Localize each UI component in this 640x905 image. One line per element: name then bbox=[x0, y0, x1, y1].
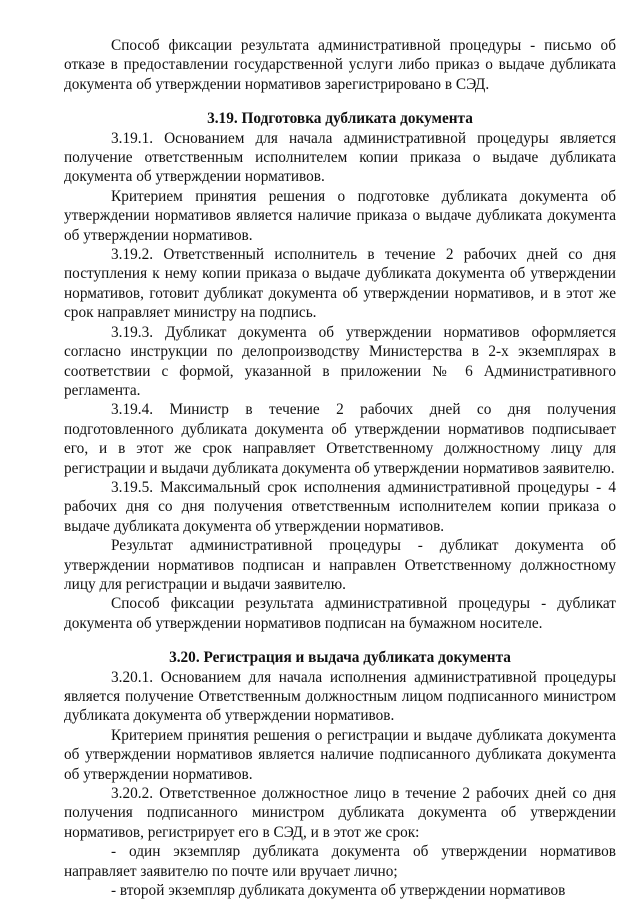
paragraph-3-19-4: 3.19.4. Министр в течение 2 рабочих дней со дня получения подготовленного дубликата документа об утверждении нормативов подписывает его, и в этот же срок направляет Ответственному должностному лицу для регистрации и выдачи дубликата документа об утверждении нормативов заявителю. bbox=[64, 401, 616, 477]
paragraph-3-19-5: 3.19.5. Максимальный срок исполнения административной процедуры - 4 рабочих дня со дня получения ответственным исполнителем копии приказа о выдаче дубликата документа об утверждении нормативов. bbox=[64, 478, 616, 535]
list-item-second-copy: - второй экземпляр дубликата документа об утверждении нормативов bbox=[111, 882, 566, 900]
paragraph-3-20-criterion: Критерием принятия решения о регистрации и выдаче дубликата документа об утверждении нормативов является наличие подписанного дубликата документа об утверждении нормативов. bbox=[64, 726, 616, 783]
paragraph-3-19-criterion: Критерием принятия решения о подготовке дубликата документа об утверждении нормативов является наличие приказа о выдаче дубликата документа об утверждении нормативов. bbox=[64, 187, 616, 244]
section-gap bbox=[64, 94, 616, 109]
section-gap bbox=[64, 633, 616, 648]
paragraph-3-20-1: 3.20.1. Основанием для начала исполнения административной процедуры является получение Ответственным должностным лицом подписанного министром дубликата документа об утверждении нормативов. bbox=[64, 668, 616, 725]
paragraph-3-20-2: 3.20.2. Ответственное должностное лицо в течение 2 рабочих дней со дня получения подписанного министром дубликата документа об утверждении нормативов, регистрирует его в СЭД, и в этот же срок: bbox=[64, 785, 616, 841]
paragraph-3-19-2: 3.19.2. Ответственный исполнитель в течение 2 рабочих дней со дня поступления к нему копии приказа о выдаче дубликата документа об утверждении нормативов, готовит дубликат документа об утверждении нормативов, и в этот же срок направляет министру на подпись. bbox=[64, 246, 616, 322]
paragraph-intro: Способ фиксации результата административной процедуры - письмо об отказе в предоставлении государственной услуги либо приказ о выдаче дубликата документа об утверждении нормативов зарегистрировано в СЭД. bbox=[64, 37, 616, 93]
paragraph-3-19-1: 3.19.1. Основанием для начала административной процедуры является получение ответственным исполнителем копии приказа о выдаче дубликата документа об утверждении нормативов. bbox=[64, 129, 616, 186]
paragraph-3-19-3: 3.19.3. Дубликат документа об утверждении нормативов оформляется согласно инструкции по делопроизводству Министерства в 2-х экземплярах в соответствии с формой, указанной в приложении № 6 Административного регламента. bbox=[64, 323, 616, 399]
section-3-19-heading: 3.19. Подготовка дубликата документа bbox=[207, 110, 473, 128]
document-page bbox=[64, 36, 616, 900]
paragraph-3-19-result: Результат административной процедуры - дубликат документа об утверждении нормативов подписан и направлен Ответственному должностному лицу для регистрации и выдачи заявителю. bbox=[64, 537, 616, 593]
list-item-first-copy: - один экземпляр дубликата документа об утверждении нормативов направляет заявителю по почте или вручает лично; bbox=[64, 843, 616, 880]
paragraph-3-19-fixation: Способ фиксации результата административной процедуры - дубликат документа об утверждении нормативов подписан на бумажном носителе. bbox=[64, 595, 616, 632]
section-3-20-heading: 3.20. Регистрация и выдача дубликата документа bbox=[169, 649, 511, 667]
